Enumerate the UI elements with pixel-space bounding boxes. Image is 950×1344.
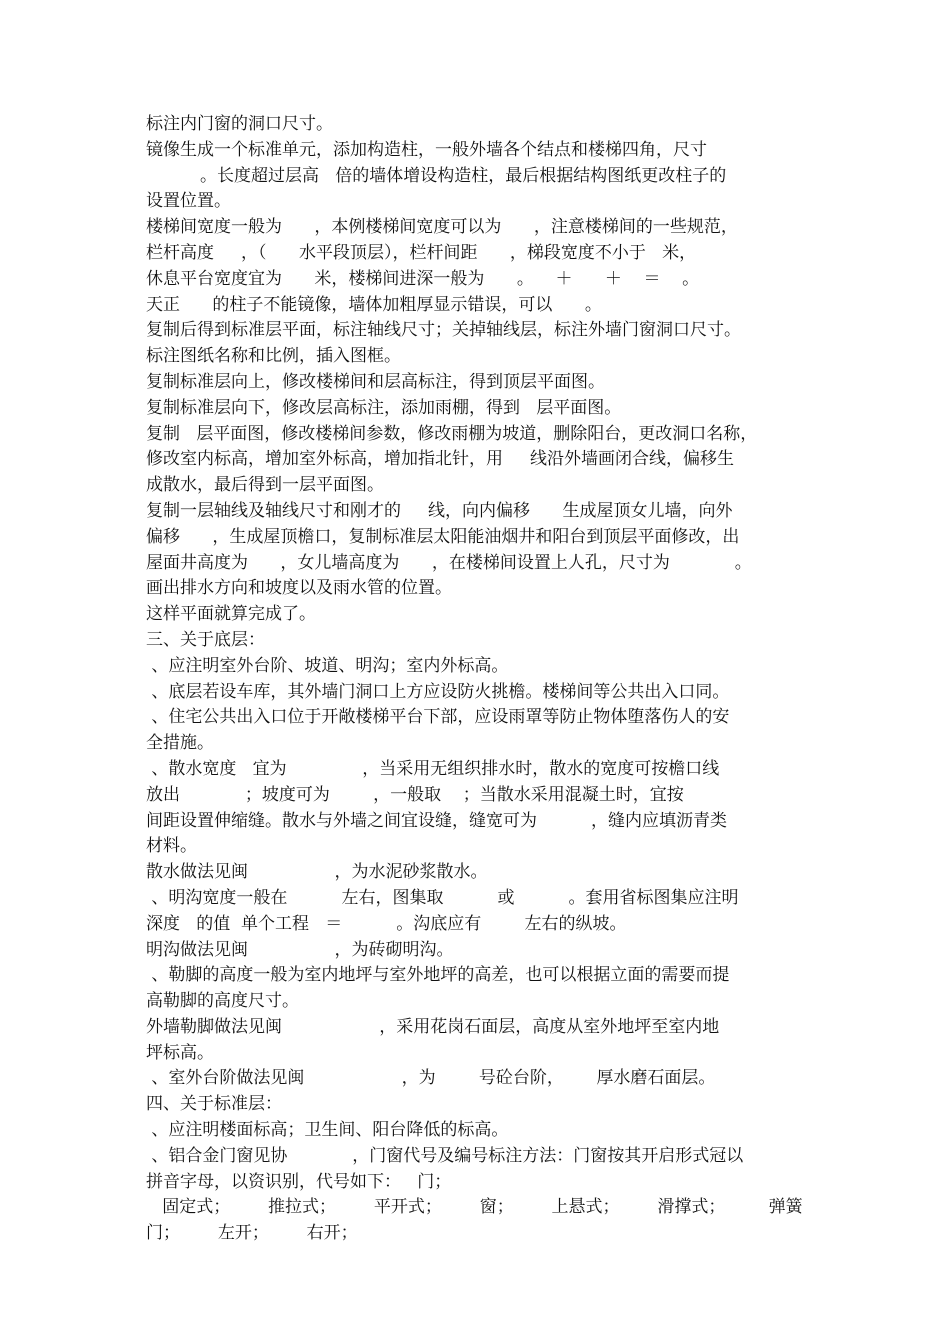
text-line: 外墙勒脚做法见闽 ，采用花岗石面层，高度从室外地坪至室内地 <box>146 1016 720 1037</box>
text-line: 、勒脚的高度一般为室内地坪与室外地坪的高差，也可以根据立面的需要而提 <box>146 965 730 986</box>
text-line: 设置位置。 <box>146 191 231 212</box>
text-line: 材料。 <box>146 836 197 857</box>
document-body <box>146 112 808 1247</box>
text-line: 修改室内标高，增加室外标高，增加指北针，用 线沿外墙画闭合线，偏移生 <box>146 449 735 470</box>
text-line: 这样平面就算完成了。 <box>146 604 316 625</box>
text-line: 屋面井高度为 ，女儿墙高度为 ，在楼梯间设置上人孔，尺寸为 。 <box>146 552 752 573</box>
text-line: 休息平台宽度宜为 米，楼梯间进深一般为 。 ＋ ＋ ＝ 。 <box>146 268 700 289</box>
text-line: 放出 ；坡度可为 ，一般取 ；当散水采用混凝土时，宜按 <box>146 784 684 805</box>
text-line: 标注内门窗的洞口尺寸。 <box>146 114 333 134</box>
text-line: 成散水，最后得到一层平面图。 <box>146 475 384 496</box>
text-line: 四、关于标准层： <box>146 1094 282 1115</box>
text-line: 、应注明楼面标高；卫生间、阳台降低的标高。 <box>146 1120 509 1141</box>
text-line: 、明沟宽度一般在 左右，图集取 或 。套用省标图集应注明 <box>146 887 739 908</box>
text-line: 坪标高。 <box>146 1042 214 1063</box>
text-line: 、应注明室外台阶、坡道、明沟；室内外标高。 <box>146 655 509 676</box>
text-line: 复制 层平面图，修改楼梯间参数，修改雨棚为坡道，删除阳台，更改洞口名称， <box>146 423 758 444</box>
text-line: 散水做法见闽 ，为水泥砂浆散水。 <box>146 862 488 883</box>
text-line: 画出排水方向和坡度以及雨水管的位置。 <box>146 578 452 599</box>
text-line: 楼梯间宽度一般为 ，本例楼梯间宽度可以为 ，注意楼梯间的一些规范， <box>146 217 738 238</box>
text-line: 、铝合金门窗见协 ，门窗代号及编号标注方法：门窗按其开启形式冠以 <box>146 1145 744 1166</box>
text-line: 复制一层轴线及轴线尺寸和刚才的 线，向内偏移 生成屋顶女儿墙，向外 <box>146 500 733 521</box>
text-line: 标注图纸名称和比例，插入图框。 <box>146 346 401 367</box>
text-line: 复制标准层向上，修改楼梯间和层高标注，得到顶层平面图。 <box>146 371 605 392</box>
text-line: 天正 的柱子不能镜像，墙体加粗厚显示错误，可以 。 <box>146 294 602 315</box>
text-line: 镜像生成一个标准单元，添加构造柱，一般外墙各个结点和楼梯四角，尺寸 <box>146 139 707 160</box>
text-line: 复制标准层向下，修改层高标注，添加雨棚，得到 层平面图。 <box>146 397 622 418</box>
text-line: 、底层若设车库，其外墙门洞口上方应设防火挑檐。楼梯间等公共出入口同。 <box>146 681 730 702</box>
text-line: 偏移 ，生成屋顶檐口，复制标准层太阳能油烟井和阳台到顶层平面修改，出 <box>146 526 740 547</box>
text-line: 、住宅公共出入口位于开敞楼梯平台下部，应设雨罩等防止物体堕落伤人的安 <box>146 707 730 728</box>
text-line: 全措施。 <box>146 733 214 754</box>
text-line: 深度 的值 单个工程 ＝ 。沟底应有 左右的纵坡。 <box>146 913 627 934</box>
text-line: 拼音字母，以资识别，代号如下： 门； <box>146 1171 452 1192</box>
text-line: 门； 左开； 右开； <box>146 1223 358 1244</box>
text-line: 、散水宽度 宜为 ，当采用无组织排水时，散水的宽度可按檐口线 <box>146 758 720 779</box>
text-line: 。长度超过层高 倍的墙体增设构造柱，最后根据结构图纸更改柱子的 <box>146 165 727 186</box>
text-line: 栏杆高度 ，（ 水平段顶层），栏杆间距 ，梯段宽度不小于 米， <box>146 242 697 263</box>
text-line: 三、关于底层： <box>146 629 265 650</box>
text-line: 间距设置伸缩缝。散水与外墙之间宜设缝，缝宽可为 ，缝内应填沥青类 <box>146 810 728 831</box>
text-line: 复制后得到标准层平面，标注轴线尺寸；关掉轴线层，标注外墙门窗洞口尺寸。 <box>146 320 741 341</box>
text-line: 固定式； 推拉式； 平开式； 窗； 上悬式； 滑撑式； 弹簧 <box>146 1197 803 1218</box>
text-line: 明沟做法见闽 ，为砖砌明沟。 <box>146 939 454 960</box>
text-line: 、室外台阶做法见闽 ，为 号砼台阶， 厚水磨石面层。 <box>146 1068 716 1089</box>
text-line: 高勒脚的高度尺寸。 <box>146 991 299 1012</box>
